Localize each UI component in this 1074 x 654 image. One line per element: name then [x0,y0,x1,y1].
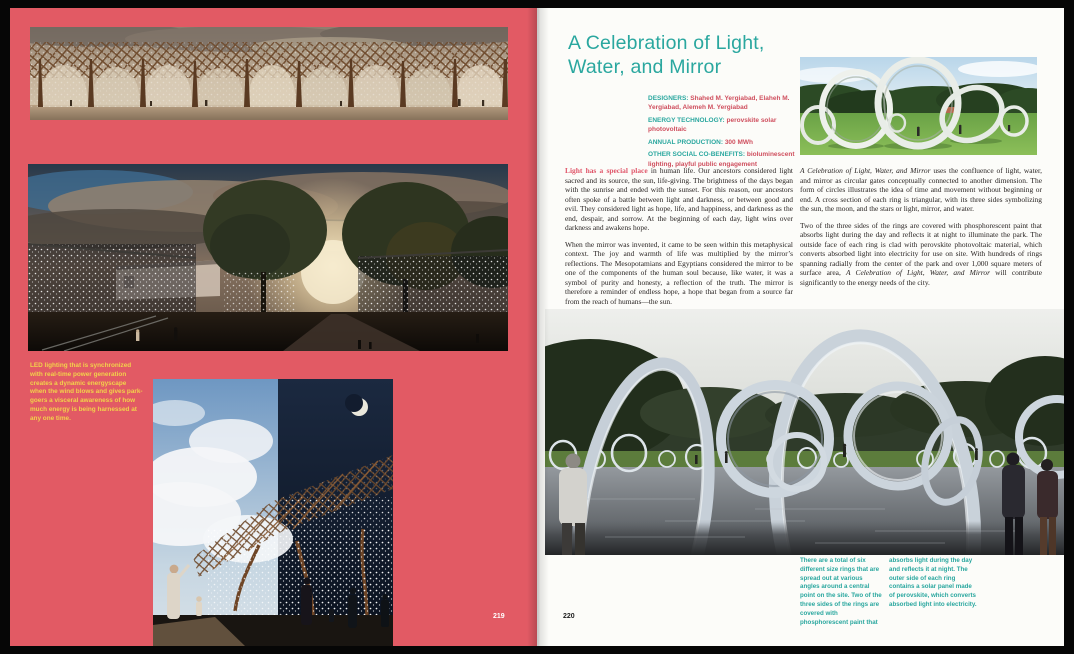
canopy-pavilion-rendering-image [30,27,508,120]
paragraph [565,166,793,233]
paragraph [800,221,1042,288]
right-page [537,8,1064,646]
credit-label: OTHER SOCIAL CO-BENEFITS: [648,151,746,159]
title-line1: A Celebration of Light, [568,32,765,54]
paragraph: When the mirror was invented, it came to be seen within this metaphysical context. The joy and warmth of life was multiplied by the mirror’s reflections. The Mesopotamians and Egyptians considered the mirror to be one of the components of the human soul because, like water, it was a symbol of purity and honesty, a reflection of the truth. The mirror is therefore a reminder of endless hope, a hope that began from a source far from the reach of humans—the sun. [565,239,793,306]
ground [28,312,508,351]
paragraph-text: will contribute significantly to the energy needs of the city. [800,268,1042,287]
credit-label: ANNUAL PRODUCTION: [648,138,723,146]
title-line2: Water, and Mirror [568,55,722,78]
body-column-1 [565,166,793,313]
rings-caption-column-1: There are a total of six different size rings that are spread out at various angles around a central point on the site. Two of the three sides of the rings are covered with phosphorescent paint that [800,557,882,626]
credit-value: perovskite solar photovoltaic [648,116,777,134]
left-page-number: 219 [493,613,505,620]
credit-energy-technology [648,116,800,135]
credits-block [648,94,800,172]
mirror-rings-park-photo-image [800,57,1037,155]
credit-designers [648,94,800,113]
paragraph-text: in human life. Our ancestors considered light sacred and its source, the sun, life-giving. The brightness of the days began with the sunrise and ended with the sunset. For this reason, our ancestors often spoke of a battle between light and darkness, or between good and evil. They considered light as hope, life, and happiness, and darkness as the end, despair, and sorrow. At the beginning of each day, light wins over darkness and awakens hope. [565,166,794,233]
credit-value: 300 MWh [724,138,753,146]
paragraph-text: Two of the three sides of the rings are covered with phosphorescent paint that absorbs light during the day and reflects it at night to illuminate the park. The outside face of each ring is clad with perovskite photovoltaic material, which converts absorbed light into electricity for use on site. With hundreds of rings spanning radially from the center of the park and over 1,000 square meters of surface area, [800,220,1042,278]
right-page-number: 220 [563,613,575,620]
article-title [568,32,828,80]
water-foreground [545,521,1064,555]
credit-value: Shahed M. Yergiabad, Elaheh M. Yergiabad, Alemeh M. Yergiabad [648,95,790,112]
paragraph [800,166,1042,214]
left-page [10,8,537,646]
paragraph-text: uses the confluence of light, water, and mirror as circular gates conceptually connected to another dimension. The form of circles illustrates the idea of time and movement without beginning or end. A cross section of each ring is triangular, with its three sides symbolizing the sun, the moon, and the stars or light, mirror, and water. [800,166,1042,214]
project-title-italic: A Celebration of Light, Water, and Mirror [800,166,931,175]
book-spread [10,8,1064,646]
led-forest-path-rendering-image [28,164,508,351]
day-night-canopy-rendering-image [153,379,393,646]
credit-label: DESIGNERS: [648,95,689,102]
rings-caption-column-2: absorbs light during the day and reflects it at night. The outer side of each ring contains a solar panel made of perovskite, which converts absorbed light into electricity. [889,557,977,608]
credit-value: bioluminescent lighting, playful public engagement [648,151,795,168]
arches [30,63,508,107]
credit-label: ENERGY TECHNOLOGY: [648,116,725,124]
ground [30,105,508,120]
mirror-rings-water-rendering-image [545,309,1064,555]
left-photo-caption: LED lighting that is synchronized with real-time power generation creates a dynamic energyscape when the wind blows and gives park-goers a visceral awareness of how much energy is being harnessed at any one time. [30,362,143,422]
project-title-italic: A Celebration of Light, Water, and Mirror [845,268,991,278]
body-column-2 [800,166,1042,294]
credit-annual-production [648,138,800,147]
lead-phrase: Light has a special place [565,166,648,175]
